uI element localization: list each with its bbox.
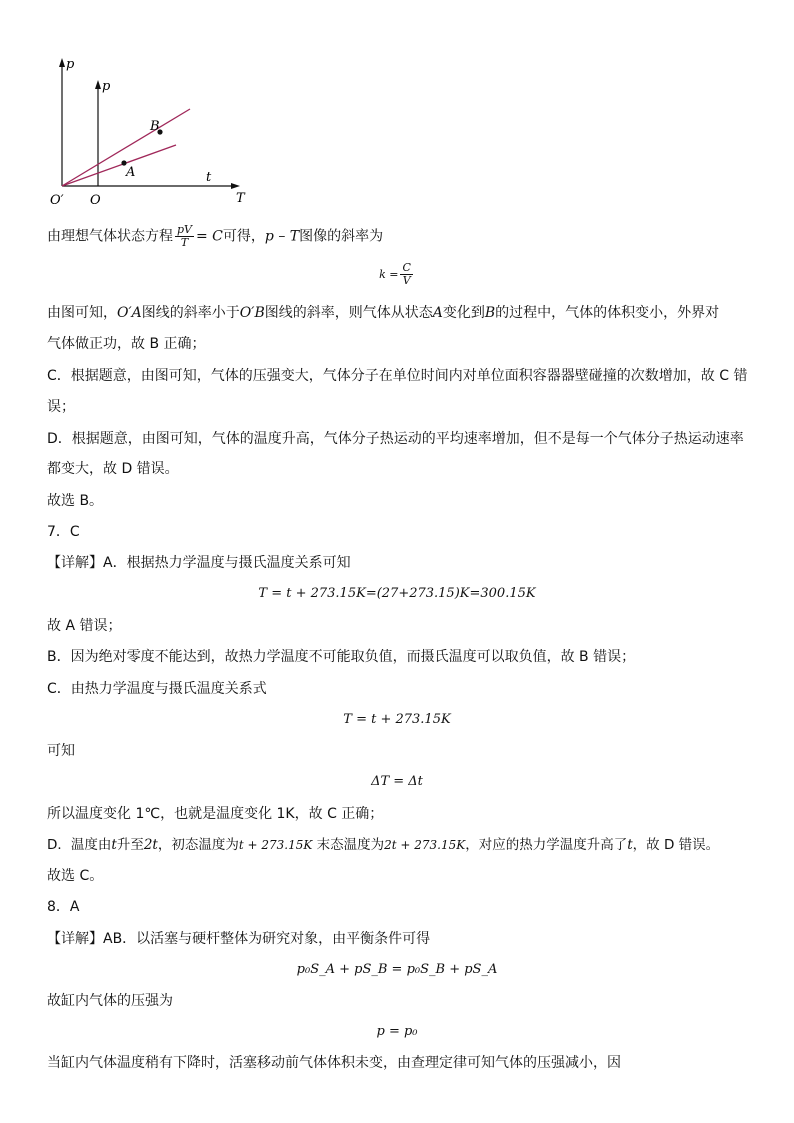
answer-7: 7．C [47, 524, 80, 540]
text-line-6: D．根据题意，由图可知，气体的温度升高，气体分子热运动的平均速率增加，但不是每一个气体分子热运动速率 [47, 431, 744, 447]
answer-8: 8．A [47, 899, 80, 915]
fraction-pV-T: $\frac{pV}{T}$ [177, 223, 192, 249]
text-line-19: 【详解】AB．以活塞与硬杆整体为研究对象，由平衡条件可得 [47, 931, 431, 947]
formula-T2: T = t + 273.15K [343, 712, 451, 727]
text-line-16: D．温度由t升至2t，初态温度为t + 273.15K 末态温度为2t + 273.15K，对应的热力学温度升高了t，故 D 错误。 [47, 837, 720, 853]
label-O: O [90, 193, 101, 208]
text-line-13: C．由热力学温度与摄氏温度关系式 [47, 681, 267, 697]
label-p-inner: p [102, 79, 111, 94]
formula-delta: ΔT = Δt [371, 774, 423, 789]
text-line-21: 当缸内气体温度稍有下降时，活塞移动前气体体积未变，由查理定律可知气体的压强减小，因 [47, 1055, 621, 1071]
text-line-15: 所以温度变化 1℃，也就是温度变化 1K，故 C 正确； [47, 806, 384, 822]
label-p-outer: p [66, 57, 75, 72]
formula-p: p = p₀ [376, 1024, 418, 1039]
outer-p-arrow [59, 58, 65, 67]
label-t: t [206, 170, 212, 185]
text-line-4: C．根据题意，由图可知，气体的压强变大，气体分子在单位时间内对单位面积容器器壁碰撞的次数增加，故 C 错 [47, 368, 748, 384]
text-line-3: 气体做正功，故 B 正确； [47, 336, 206, 352]
inner-p-arrow [95, 80, 101, 89]
text-line-5: 误； [47, 399, 75, 415]
text-line-11: 故 A 错误； [47, 618, 122, 634]
label-O-prime: O′ [50, 193, 64, 208]
formula-balance: p₀S_A + pS_B = p₀S_B + pS_A [296, 962, 498, 977]
formula-k: k = $\frac{C}{V}$ [379, 261, 411, 287]
formula-T1: T = t + 273.15K=(27+273.15)K=300.15K [258, 586, 536, 601]
label-B: B [150, 119, 160, 134]
p-t-graph [40, 52, 260, 212]
text-line-14: 可知 [47, 743, 75, 759]
text-line-10: 【详解】A．根据热力学温度与摄氏温度关系可知 [47, 555, 351, 571]
text-line-2: 由图可知，O′A图线的斜率小于O′B图线的斜率，则气体从状态A变化到B的过程中，气体的体积变小，外界对 [47, 305, 720, 321]
text-line-17: 故选 C。 [47, 868, 104, 884]
text-line-state-equation: 由理想气体状态方程 $\frac{pV}{T}$ = C可得，p – T图像的斜率为 [47, 223, 384, 249]
label-A: A [126, 165, 136, 180]
text-line-12: B．因为绝对零度不能达到，故热力学温度不可能取负值，而摄氏温度可以取负值，故 B 错误； [47, 649, 636, 665]
text-line-7: 都变大，故 D 错误。 [47, 461, 179, 477]
text-line-8: 故选 B。 [47, 493, 104, 509]
text-line-20: 故缸内气体的压强为 [47, 993, 173, 1009]
label-T: T [236, 191, 245, 206]
outer-T-arrow [231, 183, 240, 189]
